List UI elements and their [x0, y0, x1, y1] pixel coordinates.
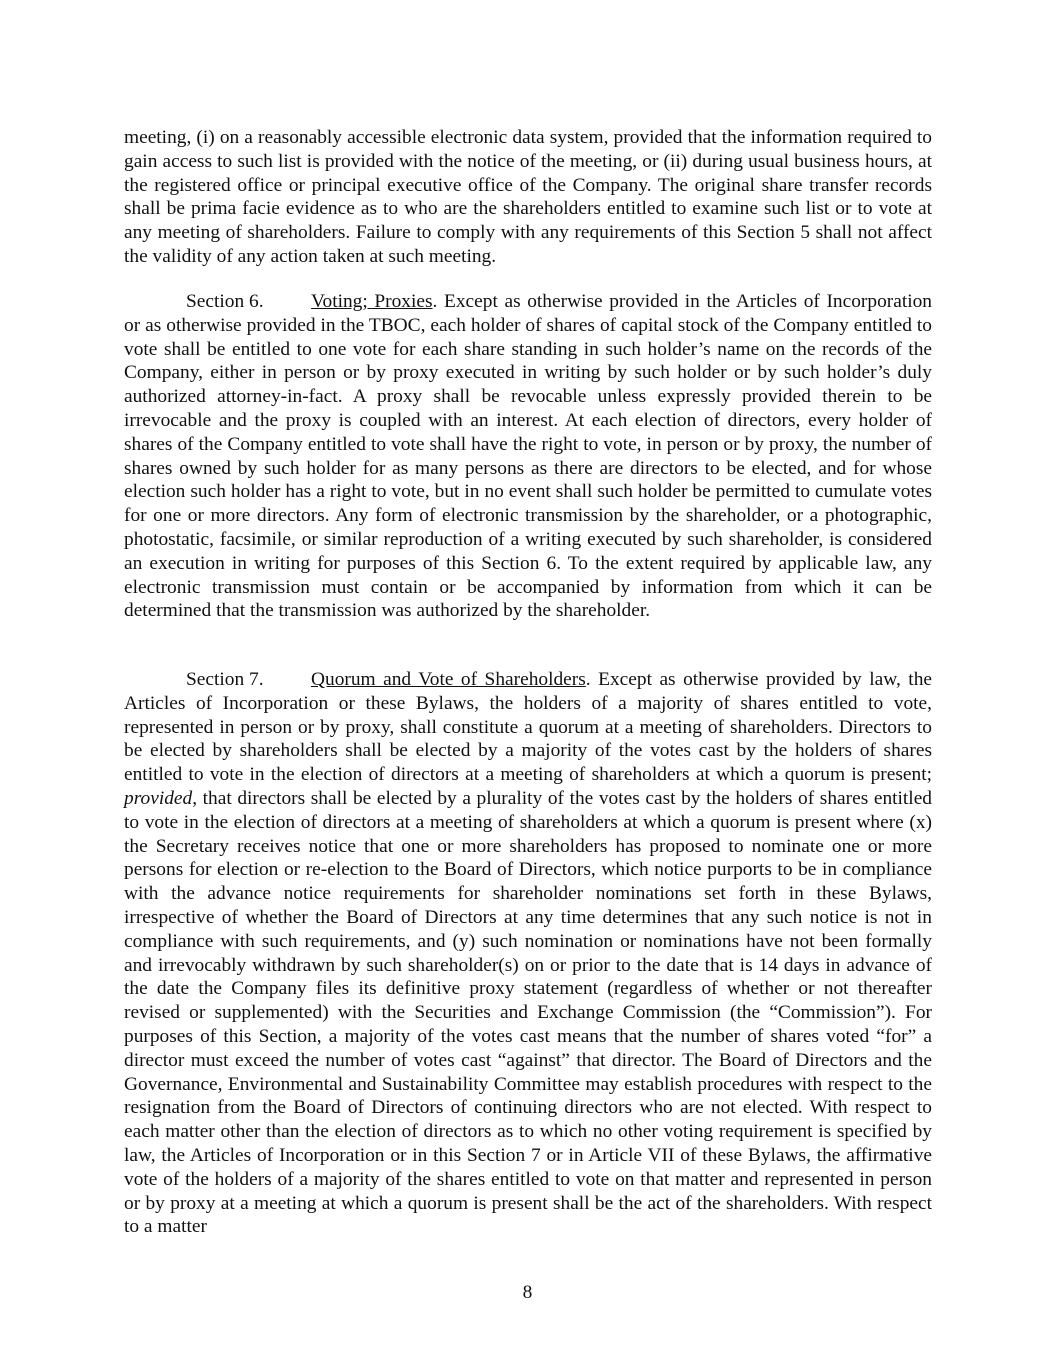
section-title: Voting; Proxies: [311, 291, 433, 312]
section-number: Section 6.: [186, 291, 264, 312]
paragraph-section-5-continuation: [124, 126, 932, 269]
paragraph-text: meeting, (i) on a reasonably accessible electronic data system, provided that the information required to gain access to such list is provided with the notice of the meeting, or (ii) during usual business hours, at the registered office or principal executive office of the Company. The original share transfer records shall be prima facie evidence as to who are the shareholders entitled to examine such list or to vote at any meeting of shareholders. Failure to comply with any requirements of this Section 5 shall not affect the validity of any action taken at such meeting.: [124, 127, 932, 267]
paragraph-section-7: [124, 668, 932, 1239]
page-number: 8: [522, 1282, 533, 1303]
italic-term: provided: [124, 787, 193, 809]
section-body-part-1: . Except as otherwise provided by law, the Articles of Incorporation or these Bylaws, the holders of a majority of shares entitled to vote, represented in person or by proxy, shall constitute a quorum at a meeting of shareholders. Directors to be elected by shareholders shall be elected by a majority of the votes cast by the holders of shares entitled to vote in the election of directors at a meeting of shareholders at which a quorum is present;: [124, 669, 932, 786]
section-body: . Except as otherwise provided in the Articles of Incorporation or as otherwise provided in the TBOC, each holder of shares of capital stock of the Company entitled to vote shall be entitled to one vote for each share standing in such holder’s name on the records of the Company, either in person or by proxy executed in writing by such holder or by such holder’s duly authorized attorney-in-fact. A proxy shall be revocable unless expressly provided therein to be irrevocable and the proxy is coupled with an interest. At each election of directors, every holder of shares of the Company entitled to vote shall have the right to vote, in person or by proxy, the number of shares owned by such holder for as many persons as there are directors to be elected, and for whose election such holder has a right to vote, but in no event shall such holder be permitted to cumulate votes for one or more directors. Any form of electronic transmission by the shareholder, or a photographic, photostatic, facsimile, or similar reproduction of a writing executed by such shareholder, is considered an execution in writing for purposes of this Section 6. To the extent required by applicable law, any electronic transmission must contain or be accompanied by information from which it can be determined that the transmission was authorized by the shareholder.: [124, 291, 932, 622]
section-body-part-2: , that directors shall be elected by a plurality of the votes cast by the holders of shares entitled to vote in the election of directors at a meeting of shareholders at which a quorum is present where (x) the Secretary receives notice that one or more shareholders has proposed to nominate one or more persons for election or re-election to the Board of Directors, which notice purports to be in compliance with the advance notice requirements for shareholder nominations set forth in these Bylaws, irrespective of whether the Board of Directors at any time determines that any such notice is not in compliance with such requirements, and (y) such nomination or nominations have not been formally and irrevocably withdrawn by such shareholder(s) on or prior to the date that is 14 days in advance of the date the Company files its definitive proxy statement (regardless of whether or not thereafter revised or supplemented) with the Securities and Exchange Commission (the “Commission”). For purposes of this Section, a majority of the votes cast means that the number of shares voted “for” a director must exceed the number of votes cast “against” that director. The Board of Directors and the Governance, Environmental and Sustainability Committee may establish procedures with respect to the resignation from the Board of Directors of continuing directors who are not elected. With respect to each matter other than the election of directors as to which no other voting requirement is specified by law, the Articles of Incorporation or in this Section 7 or in Article VII of these Bylaws, the affirmative vote of the holders of a majority of the shares entitled to vote on that matter and represented in person or by proxy at a meeting at which a quorum is present shall be the act of the shareholders. With respect to a matter: [124, 787, 932, 1238]
section-title: Quorum and Vote of Shareholders: [311, 669, 586, 690]
paragraph-section-6: [124, 290, 932, 623]
section-number: Section 7.: [186, 669, 264, 690]
